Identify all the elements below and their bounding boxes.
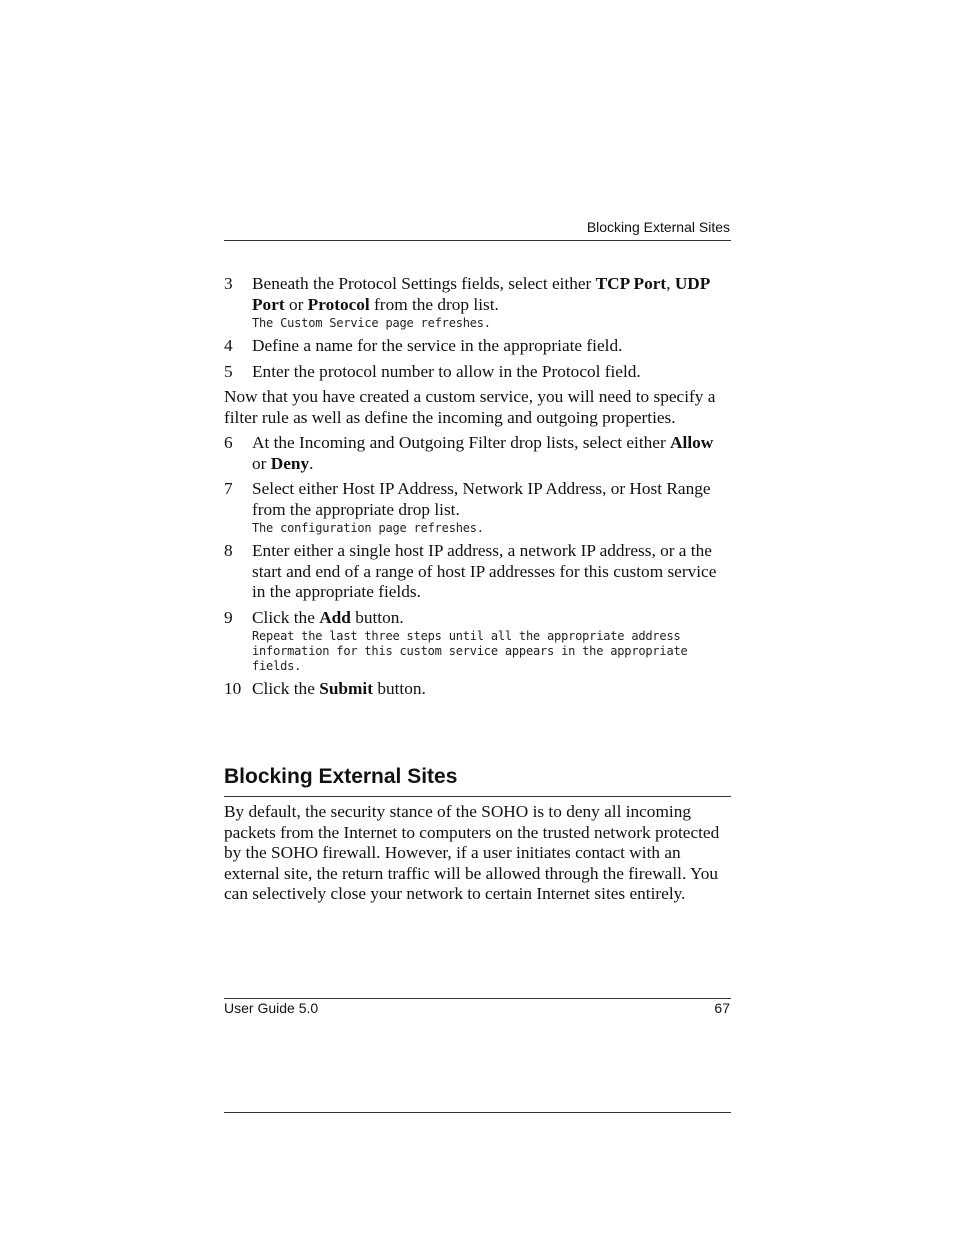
step-text-part: , bbox=[666, 274, 675, 293]
step-text-part: button. bbox=[373, 679, 426, 698]
step-6 bbox=[224, 433, 731, 474]
page-number: 67 bbox=[714, 1000, 730, 1016]
step-text-part: or bbox=[284, 294, 308, 314]
step-text-part: Click the bbox=[252, 607, 320, 627]
step-note: The Custom Service page refreshes. bbox=[252, 316, 491, 330]
step-text: Enter the protocol number to allow in the Protocol field. bbox=[252, 361, 641, 381]
steps-content bbox=[224, 274, 731, 705]
footer-rule bbox=[224, 998, 731, 999]
step-7 bbox=[224, 479, 731, 536]
step-text: Select either Host IP Address, Network IP Address, or Host Range from the appropriate drop list. bbox=[252, 479, 711, 519]
step-text: Define a name for the service in the appropriate field. bbox=[252, 336, 623, 355]
step-text-part: . bbox=[309, 453, 314, 473]
ui-term-submit: Submit bbox=[319, 679, 373, 698]
step-10 bbox=[224, 679, 731, 700]
step-number: 9 bbox=[224, 607, 233, 627]
footer-guide-title: User Guide 5.0 bbox=[224, 1000, 319, 1016]
step-text-part: or bbox=[252, 453, 271, 473]
bottom-rule bbox=[224, 1112, 731, 1113]
step-text-part: Beneath the Protocol Settings fields, select either bbox=[252, 274, 596, 293]
section-rule bbox=[224, 796, 731, 797]
step-number: 7 bbox=[224, 479, 233, 498]
ui-term-allow: Allow bbox=[670, 433, 714, 452]
step-number: 3 bbox=[224, 274, 233, 293]
step-text-part: At the Incoming and Outgoing Filter drop lists, select either bbox=[252, 433, 671, 452]
step-text: Enter either a single host IP address, a network IP address, or a the start and end of a range of host IP addresses for this custom service in the appropriate fields. bbox=[252, 541, 717, 601]
section-heading: Blocking External Sites bbox=[224, 765, 458, 788]
header-rule bbox=[224, 240, 731, 241]
step-4 bbox=[224, 336, 731, 357]
ui-term-udp-port: UDP Port bbox=[252, 274, 710, 314]
step-text-part: Click the bbox=[252, 679, 320, 698]
step-3 bbox=[224, 274, 731, 331]
step-note: The configuration page refreshes. bbox=[252, 521, 484, 535]
section-body-paragraph: By default, the security stance of the SOHO is to deny all incoming packets from the Internet to computers on the trusted network protected by the SOHO firewall. However, if a user initiates contact with an external site, the return traffic will be allowed through the firewall. You can selectively close your network to certain Internet sites entirely. bbox=[224, 802, 720, 903]
step-text bbox=[252, 679, 731, 700]
ui-term-add: Add bbox=[319, 607, 351, 627]
step-9 bbox=[224, 608, 731, 675]
intro-paragraph: Now that you have created a custom service, you will need to specify a filter rule as well as define the incoming and outgoing properties. bbox=[224, 387, 716, 427]
step-number: 6 bbox=[224, 433, 233, 452]
step-number: 4 bbox=[224, 336, 233, 355]
step-text-part: button. bbox=[350, 607, 404, 627]
ui-term-tcp-port: TCP Port bbox=[595, 274, 667, 293]
step-text bbox=[252, 433, 731, 474]
step-number: 5 bbox=[224, 361, 233, 381]
step-8 bbox=[224, 541, 731, 603]
step-number: 10 bbox=[224, 679, 242, 698]
step-note: Repeat the last three steps until all the appropriate address information for this custom service appears in the appropriate fields. bbox=[252, 629, 688, 673]
step-5 bbox=[224, 362, 731, 383]
ui-term-deny: Deny bbox=[270, 453, 310, 473]
running-header-title: Blocking External Sites bbox=[586, 219, 730, 235]
step-text bbox=[252, 274, 731, 315]
ui-term-protocol: Protocol bbox=[307, 294, 370, 314]
step-text bbox=[252, 608, 731, 629]
step-text-part: from the drop list. bbox=[369, 294, 499, 314]
step-number: 8 bbox=[224, 541, 233, 560]
